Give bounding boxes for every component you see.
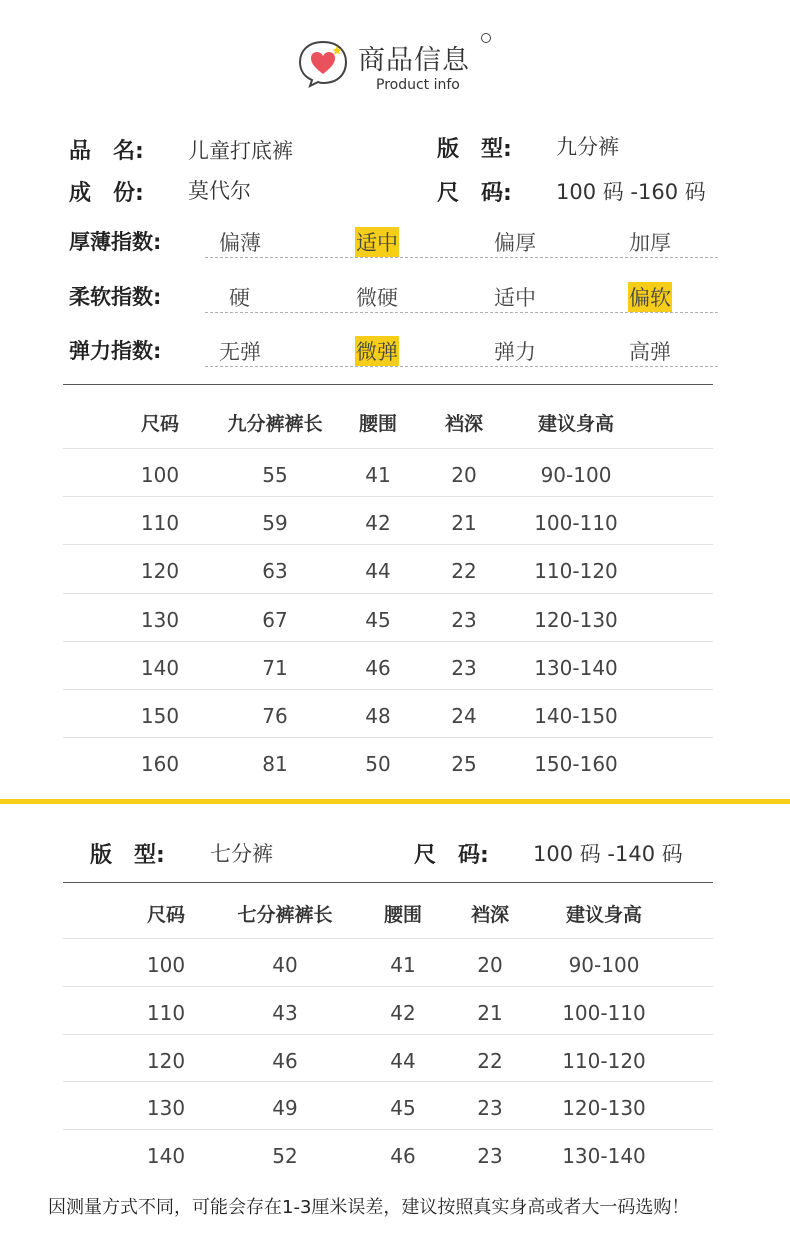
name-value: 儿童打底裤 (188, 139, 293, 163)
table-cell: 130-140 (562, 1144, 646, 1169)
table-cell: 44 (390, 1048, 416, 1073)
table-cell: 24 (451, 704, 477, 728)
table-cell: 20 (477, 953, 503, 977)
table-cell: 110-120 (562, 1048, 646, 1073)
index-option: 硬 (229, 286, 250, 310)
table-row-separator (63, 737, 713, 738)
section-divider (0, 799, 790, 804)
table-cell: 140 (140, 655, 180, 680)
table-cell: 120-130 (562, 1096, 646, 1121)
table-cell: 23 (477, 1144, 503, 1169)
table-row-separator (63, 496, 713, 497)
style-label-2: 版 型: (90, 843, 165, 868)
table-header-cell: 七分裤裤长 (237, 904, 333, 926)
table-cell: 46 (390, 1144, 416, 1169)
table-cell: 20 (451, 463, 477, 487)
table-cell: 76 (262, 704, 288, 728)
table-cell: 45 (390, 1096, 416, 1121)
index-option-selected: 偏软 (628, 282, 672, 312)
table-cell: 120 (140, 559, 180, 584)
table-header-cell: 裆深 (470, 904, 510, 926)
table-cell: 100 (146, 953, 186, 977)
table-cell: 160 (140, 752, 180, 777)
table-cell: 140-150 (534, 704, 618, 728)
index-option: 高弹 (629, 340, 671, 364)
table-header-cell: 腰围 (383, 904, 423, 926)
table-cell: 49 (272, 1096, 298, 1121)
table-cell: 43 (272, 1000, 298, 1025)
table-cell: 120 (146, 1048, 186, 1073)
size-label: 尺 码: (437, 181, 512, 206)
table-row-separator (63, 448, 713, 449)
section-title: 商品信息 (358, 45, 470, 76)
table-header-cell: 建议身高 (565, 904, 643, 926)
table-cell: 150-160 (534, 752, 618, 777)
table-cell: 22 (451, 559, 477, 584)
table-cell: 42 (390, 1000, 416, 1025)
table-cell: 55 (262, 463, 288, 487)
table-cell: 22 (477, 1048, 503, 1073)
index-dashed-line (205, 257, 718, 258)
index-option: 弹力 (494, 340, 536, 364)
size-label-2: 尺 码: (414, 843, 489, 868)
table-row-separator (63, 641, 713, 642)
table-cell: 140 (146, 1144, 186, 1169)
table-cell: 41 (390, 953, 416, 977)
index-dashed-line (205, 312, 718, 313)
table-row-separator (63, 1034, 713, 1035)
index-option-selected: 微弹 (355, 336, 399, 366)
table-cell: 23 (477, 1096, 503, 1121)
table-header-cell: 尺码 (146, 904, 186, 926)
table1-top-rule (63, 384, 713, 385)
name-label: 品 名: (69, 139, 144, 164)
table-cell: 110-120 (534, 559, 618, 584)
index-dashed-line (205, 366, 718, 367)
table-cell: 42 (365, 511, 391, 536)
table-header-cell: 裆深 (444, 413, 484, 435)
table-row-separator (63, 1129, 713, 1130)
material-label: 成 份: (69, 181, 144, 206)
table-header-cell: 尺码 (140, 413, 180, 435)
index-option-selected: 适中 (355, 227, 399, 257)
table-cell: 45 (365, 607, 391, 632)
table-row-separator (63, 689, 713, 690)
index-label: 弹力指数: (69, 339, 162, 363)
table-header-cell: 建议身高 (537, 413, 615, 435)
table-cell: 110 (140, 511, 180, 536)
table-row-separator (63, 938, 713, 939)
table-row-separator (63, 986, 713, 987)
table-cell: 67 (262, 607, 288, 632)
index-option: 适中 (494, 286, 536, 310)
table-cell: 150 (140, 704, 180, 728)
footnote: 因测量方式不同，可能会存在1-3厘米误差，建议按照真实身高或者大一码选购！ (48, 1197, 690, 1218)
table-cell: 23 (451, 655, 477, 680)
style-label: 版 型: (437, 137, 512, 162)
table-header-cell: 九分裤裤长 (227, 413, 323, 435)
table-cell: 25 (451, 752, 477, 777)
table-cell: 23 (451, 607, 477, 632)
table-cell: 130-140 (534, 655, 618, 680)
table-cell: 41 (365, 463, 391, 487)
table-cell: 48 (365, 704, 391, 728)
heart-speech-bubble-icon (296, 38, 350, 88)
table-cell: 40 (272, 953, 298, 977)
table-cell: 44 (365, 559, 391, 584)
style-value: 九分裤 (556, 135, 619, 159)
size-value: 100 码 -160 码 (556, 180, 706, 204)
table-cell: 100-110 (562, 1000, 646, 1025)
index-option: 无弹 (219, 340, 261, 364)
table-cell: 100-110 (534, 511, 618, 536)
table-cell: 46 (272, 1048, 298, 1073)
index-option: 加厚 (629, 231, 671, 255)
index-label: 厚薄指数: (69, 230, 162, 254)
table-cell: 130 (140, 607, 180, 632)
table-cell: 63 (262, 559, 288, 584)
table-cell: 100 (140, 463, 180, 487)
table-cell: 90-100 (540, 463, 612, 487)
table-cell: 59 (262, 511, 288, 536)
table-cell: 120-130 (534, 607, 618, 632)
table-cell: 46 (365, 655, 391, 680)
title-degree-mark (481, 33, 491, 43)
index-option: 偏薄 (219, 231, 261, 255)
table-cell: 21 (477, 1000, 503, 1025)
table-header-cell: 腰围 (358, 413, 398, 435)
size-value-2: 100 码 -140 码 (533, 842, 683, 866)
table2-top-rule (63, 882, 713, 883)
index-option: 偏厚 (494, 231, 536, 255)
table-cell: 90-100 (568, 953, 640, 977)
table-cell: 110 (146, 1000, 186, 1025)
style-value-2: 七分裤 (210, 842, 273, 866)
material-value: 莫代尔 (188, 179, 251, 203)
index-label: 柔软指数: (69, 285, 162, 309)
table-cell: 52 (272, 1144, 298, 1169)
index-option: 微硬 (356, 286, 398, 310)
table-cell: 21 (451, 511, 477, 536)
table-cell: 50 (365, 752, 391, 777)
table-cell: 81 (262, 752, 288, 777)
table-row-separator (63, 593, 713, 594)
table-cell: 71 (262, 655, 288, 680)
table-row-separator (63, 1081, 713, 1082)
table-row-separator (63, 544, 713, 545)
section-subtitle: Product info (376, 77, 460, 93)
table-cell: 130 (146, 1096, 186, 1121)
